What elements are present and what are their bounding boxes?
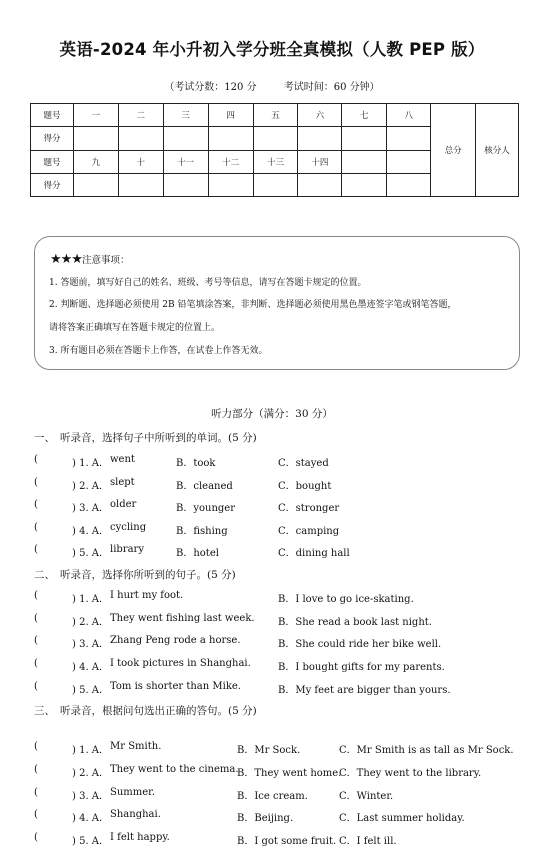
question-number-cell: 一: [73, 104, 118, 127]
option-a[interactable]: They went to the cinema.: [110, 764, 239, 775]
notice-heading-text: 注意事项：: [81, 255, 130, 266]
option-c[interactable]: C．camping: [278, 526, 340, 537]
question-number-cell: 七: [342, 104, 387, 127]
option-a[interactable]: older: [110, 499, 137, 510]
score-cell[interactable]: [253, 127, 298, 150]
option-b[interactable]: B．younger: [176, 503, 235, 514]
question-number-label: 题号: [31, 150, 74, 173]
option-a[interactable]: Zhang Peng rode a horse.: [110, 635, 241, 646]
question-number-cell: 六: [298, 104, 342, 127]
option-b[interactable]: B．She could ride her bike well.: [278, 639, 442, 650]
score-cell[interactable]: [208, 173, 253, 196]
score-cell[interactable]: [118, 127, 163, 150]
answer-bracket[interactable]: (: [34, 809, 38, 820]
score-cell[interactable]: [163, 173, 208, 196]
question-number-label: 题号: [31, 104, 74, 127]
option-c[interactable]: C．bought: [278, 481, 332, 492]
answer-bracket[interactable]: (: [34, 499, 38, 510]
option-b[interactable]: B．I love to go ice-skating.: [278, 594, 414, 605]
option-b[interactable]: B．hotel: [176, 548, 219, 559]
question-number: ) 2. A．: [72, 617, 110, 628]
option-c[interactable]: C．They went to the library.: [339, 768, 482, 779]
option-a[interactable]: cycling: [110, 522, 147, 533]
option-a[interactable]: I felt happy.: [110, 832, 170, 843]
exam-score-info: （考试分数：120 分: [164, 82, 257, 93]
part-number: 一、: [34, 432, 55, 444]
notice-line: 3. 所有题目必须在答题卡上作答，在试卷上作答无效。: [49, 346, 268, 356]
question-number-cell: [342, 150, 387, 173]
question-number-cell: 四: [208, 104, 253, 127]
question-number-cell: 十四: [298, 150, 342, 173]
question-number: ) 5. A．: [72, 836, 110, 847]
score-cell[interactable]: [73, 173, 118, 196]
checker-label: 核分人: [476, 104, 519, 197]
score-label: 得分: [31, 127, 74, 150]
score-cell[interactable]: [118, 173, 163, 196]
part-heading: [34, 567, 236, 582]
score-cell[interactable]: [163, 127, 208, 150]
option-b[interactable]: B．Ice cream.: [237, 791, 308, 802]
exam-meta: [0, 78, 544, 93]
question-number-cell: 十三: [253, 150, 298, 173]
option-a[interactable]: library: [110, 544, 144, 555]
question-number-cell: 三: [163, 104, 208, 127]
option-b[interactable]: B．They went home.: [237, 768, 342, 779]
answer-bracket[interactable]: (: [34, 764, 38, 775]
part-heading: [34, 430, 257, 445]
question-number: ) 5. A．: [72, 685, 110, 696]
question-number-cell: [387, 150, 431, 173]
score-cell[interactable]: [73, 127, 118, 150]
answer-bracket[interactable]: (: [34, 590, 38, 601]
part-number: 二、: [34, 569, 55, 581]
star-icon: ★★★: [50, 252, 82, 267]
listening-section-title: 听力部分（满分：30 分）: [211, 408, 333, 420]
answer-bracket[interactable]: (: [34, 454, 38, 465]
option-a[interactable]: went: [110, 454, 135, 465]
total-score-label: 总分: [431, 104, 476, 197]
answer-bracket[interactable]: (: [34, 613, 38, 624]
score-cell[interactable]: [298, 173, 342, 196]
part-instruction: 听录音，选择你所听到的句子。(5 分): [60, 569, 236, 581]
option-c[interactable]: C．stronger: [278, 503, 340, 514]
option-c[interactable]: C．I felt ill.: [339, 836, 397, 847]
answer-bracket[interactable]: (: [34, 832, 38, 843]
answer-bracket[interactable]: (: [34, 658, 38, 669]
question-number: ) 1. A．: [72, 458, 110, 469]
question-number: ) 4. A．: [72, 813, 110, 824]
exam-time-info: 考试时间：60 分钟）: [283, 82, 380, 93]
score-cell[interactable]: [298, 127, 342, 150]
option-c[interactable]: C．dining hall: [278, 548, 350, 559]
question-number-cell: 五: [253, 104, 298, 127]
question-number: ) 5. A．: [72, 548, 110, 559]
option-a[interactable]: I took pictures in Shanghai.: [110, 658, 251, 669]
answer-bracket[interactable]: (: [34, 522, 38, 533]
answer-bracket[interactable]: (: [34, 787, 38, 798]
page-title: 英语-2024 年小升初入学分班全真模拟（人教 PEP 版）: [59, 40, 485, 59]
question-number-cell: 八: [387, 104, 431, 127]
option-c[interactable]: C．Mr Smith is as tall as Mr Sock.: [339, 745, 514, 756]
score-cell[interactable]: [208, 127, 253, 150]
question-number-cell: 十一: [163, 150, 208, 173]
part-heading: [34, 703, 257, 718]
option-b[interactable]: B．I bought gifts for my parents.: [278, 662, 445, 673]
answer-bracket[interactable]: (: [34, 741, 38, 752]
question-number: ) 3. A．: [72, 791, 110, 802]
notice-line: 1. 答题前，填写好自己的姓名、班级、考号等信息，请写在答题卡规定的位置。: [49, 278, 367, 288]
notice-line: 2. 判断题、选择题必须使用 2B 铅笔填涂答案，非判断、选择题必须使用黑色墨迹签字笔或钢笔答题，: [49, 300, 457, 310]
option-a[interactable]: slept: [110, 477, 135, 488]
score-cell[interactable]: [387, 127, 431, 150]
option-b[interactable]: B．Mr Sock.: [237, 745, 301, 756]
score-cell[interactable]: [253, 173, 298, 196]
option-a[interactable]: Tom is shorter than Mike.: [110, 681, 241, 692]
score-cell[interactable]: [342, 127, 387, 150]
option-c[interactable]: C．Winter.: [339, 791, 394, 802]
score-cell[interactable]: [387, 173, 431, 196]
question-number: ) 3. A．: [72, 639, 110, 650]
notice-heading: [50, 252, 129, 267]
answer-bracket[interactable]: (: [34, 681, 38, 692]
answer-bracket[interactable]: (: [34, 477, 38, 488]
option-b[interactable]: B．She read a book last night.: [278, 617, 432, 628]
option-b[interactable]: B．cleaned: [176, 481, 233, 492]
option-c[interactable]: C．stayed: [278, 458, 329, 469]
question-number: ) 2. A．: [72, 768, 110, 779]
part-instruction: 听录音，选择句子中所听到的单词。(5 分): [60, 432, 257, 444]
part-number: 三、: [34, 705, 55, 717]
part-instruction: 听录音，根据问句选出正确的答句。(5 分): [60, 705, 257, 717]
option-a[interactable]: They went fishing last week.: [110, 613, 255, 624]
option-a[interactable]: Summer.: [110, 787, 156, 798]
question-number: ) 3. A．: [72, 503, 110, 514]
question-number: ) 4. A．: [72, 662, 110, 673]
question-number-cell: 十: [118, 150, 163, 173]
question-number: ) 2. A．: [72, 481, 110, 492]
score-table: [30, 103, 519, 197]
option-b[interactable]: B．I got some fruit.: [237, 836, 337, 847]
notice-line: 请将答案正确填写在答题卡规定的位置上。: [49, 323, 221, 333]
option-a[interactable]: I hurt my foot.: [110, 590, 184, 601]
question-number: ) 1. A．: [72, 594, 110, 605]
option-b[interactable]: B．fishing: [176, 526, 228, 537]
option-a[interactable]: Mr Smith.: [110, 741, 162, 752]
option-b[interactable]: B．Beijing.: [237, 813, 294, 824]
score-label: 得分: [31, 173, 74, 196]
question-number: ) 1. A．: [72, 745, 110, 756]
question-number-cell: 九: [73, 150, 118, 173]
option-a[interactable]: Shanghai.: [110, 809, 161, 820]
answer-bracket[interactable]: (: [34, 544, 38, 555]
option-b[interactable]: B．took: [176, 458, 216, 469]
option-b[interactable]: B．My feet are bigger than yours.: [278, 685, 451, 696]
answer-bracket[interactable]: (: [34, 635, 38, 646]
question-number-cell: 二: [118, 104, 163, 127]
option-c[interactable]: C．Last summer holiday.: [339, 813, 465, 824]
question-number-cell: 十二: [208, 150, 253, 173]
question-number: ) 4. A．: [72, 526, 110, 537]
score-cell[interactable]: [342, 173, 387, 196]
notice-box: [34, 236, 520, 370]
